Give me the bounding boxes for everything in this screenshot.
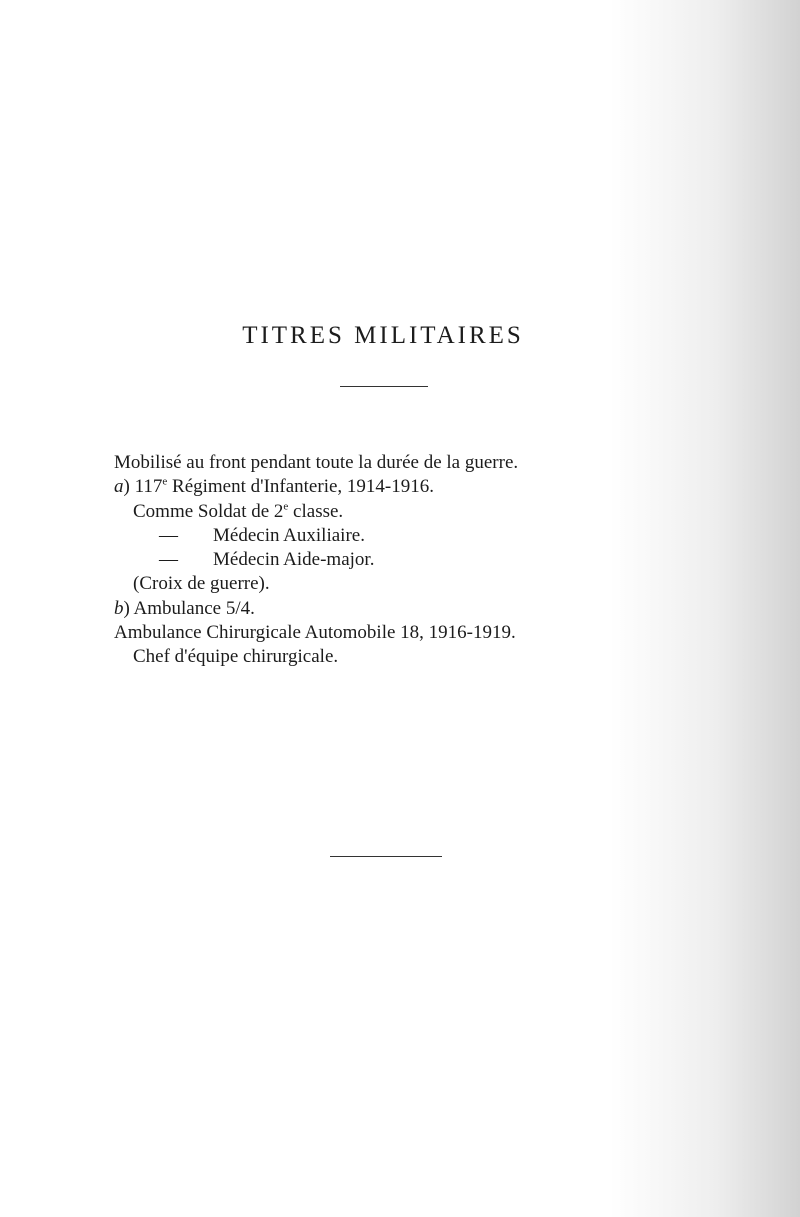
mobilisation-text: Mobilisé au front pendant toute la durée de la guerre. bbox=[114, 452, 519, 473]
military-titles-list bbox=[114, 451, 674, 670]
item-letter-b: b bbox=[114, 597, 124, 619]
regiment-number-sup: e bbox=[162, 475, 168, 488]
aide-major-text: Médecin Aide-major. bbox=[213, 549, 375, 571]
croix-text: (Croix de guerre). bbox=[133, 573, 270, 595]
ambulance-chirurgicale-line bbox=[114, 621, 674, 645]
mobilisation-line bbox=[114, 451, 674, 475]
regiment-number: 117 bbox=[134, 476, 163, 498]
item-letter-a-paren: ) bbox=[123, 476, 130, 498]
soldat-text-end: classe. bbox=[293, 500, 344, 522]
chef-line bbox=[114, 645, 674, 669]
croix-line bbox=[114, 572, 674, 596]
item-letter-a: a bbox=[114, 476, 124, 498]
heading-rule bbox=[340, 386, 428, 387]
regiment-line bbox=[114, 475, 674, 499]
soldat-text: Comme Soldat de 2 bbox=[133, 500, 284, 522]
regiment-text: Régiment d'Infanterie, 1914-1916. bbox=[172, 476, 434, 498]
soldat-line bbox=[114, 500, 674, 524]
section-end-rule bbox=[330, 856, 442, 857]
ambulance-line bbox=[114, 597, 674, 621]
ambulance-text: ) Ambulance 5/4. bbox=[123, 597, 255, 619]
ditto-dash: — bbox=[159, 549, 178, 571]
ambulance-chirurgicale-text: Ambulance Chirurgicale Automobile 18, 1916-1919. bbox=[114, 622, 516, 644]
ditto-dash: — bbox=[159, 524, 178, 546]
auxiliaire-line bbox=[114, 524, 674, 548]
section-heading: TITRES MILITAIRES bbox=[242, 322, 524, 349]
soldat-sup: e bbox=[283, 500, 289, 513]
aide-major-line bbox=[114, 548, 674, 572]
chef-text: Chef d'équipe chirurgicale. bbox=[133, 646, 339, 668]
auxiliaire-text: Médecin Auxiliaire. bbox=[213, 524, 365, 546]
